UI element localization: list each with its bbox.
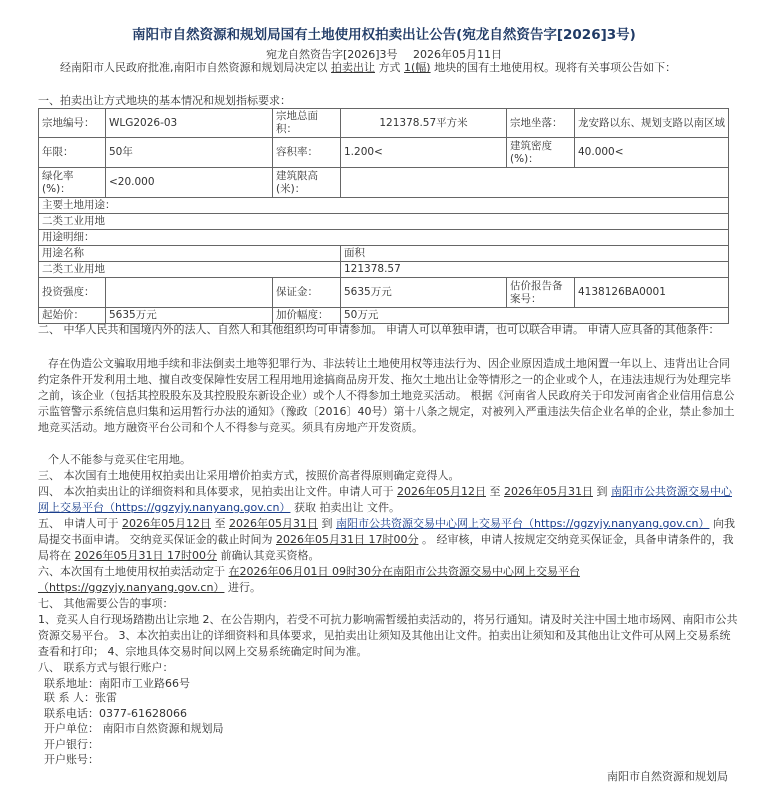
starting-price: 5635万元: [106, 308, 273, 324]
cell-label: 宗地总面积：: [273, 109, 341, 138]
section-4-text: 至: [489, 485, 501, 498]
section-7-heading: 七、 其他需要公告的事项：: [38, 597, 174, 610]
signature: 南阳市自然资源和规划局: [607, 770, 728, 783]
floor-area-ratio: 1.200<: [341, 138, 507, 168]
parcel-location: 龙安路以东、规划支路以南区域: [575, 109, 729, 138]
use-name: 二类工业用地: [39, 262, 341, 278]
section-1-heading: 一、拍卖出让方式地块的基本情况和规划指标要求：: [38, 94, 291, 107]
section-5-text: 至: [214, 517, 226, 530]
intro-text: 地块的国有土地使用权。现将有关事项公告如下：: [434, 61, 677, 74]
obtain-start-date: 2026年05月12日: [397, 485, 486, 498]
investment-intensity: [106, 278, 273, 308]
qualification-confirm-time: 2026年05月31日 17时00分: [74, 549, 217, 562]
contact-phone: 联系电话：0377-61628066: [44, 707, 187, 720]
section-4: [38, 484, 738, 516]
column-header: 面积: [341, 246, 729, 262]
deposit: 5635万元: [341, 278, 507, 308]
page-title: 南阳市自然资源和规划局国有土地使用权拍卖出让公告(宛龙自然资告字[2026]3号): [132, 27, 636, 43]
account-bank: 开户银行：: [44, 738, 99, 751]
section-5: [38, 516, 738, 564]
cell-label: 投资强度：: [39, 278, 106, 308]
section-4-text: 四、 本次拍卖出让的详细资料和具体要求，见拍卖出让文件。申请人可于: [38, 485, 394, 498]
section-3: 三、 本次国有土地使用权拍卖出让采用增价拍卖方式，按照价高者得原则确定竞得人。: [38, 469, 460, 482]
section-4-text: 到: [596, 485, 608, 498]
lease-years: 50年: [106, 138, 273, 168]
intro-text: 方式: [378, 61, 401, 74]
trading-platform-link[interactable]: 南阳市公共资源交易中心网上交易平台（https://ggzyjy.nanyang.gov.cn）: [38, 485, 732, 514]
section-5-text: 前确认其竞买资格。: [220, 549, 320, 562]
cell-label: 建筑限高(米)：: [273, 168, 341, 198]
cell-label: 绿化率(%)：: [39, 168, 106, 198]
cell-label: 主要土地用途：: [39, 198, 729, 214]
conditions-paragraph: 存在伪造公文骗取用地手续和非法倒卖土地等犯罪行为、非法转让土地使用权等违法行为、因企业原因造成土地闲置一年以上、违背出让合同约定条件开发利用土地、擅自改变保障性安居工程用地用途搞商品房开发、拖欠土地出让金等情形之一的企业或个人，在违法违规行为处理完毕之前，该企业（包括其控股股东及其控股股东新设企业）或个人不得参加土地竞买活动。 根据《河南省人民政府关于印发河南省企业信用信息公示监管警示系统信息归集和运用暂行办法的通知》（豫政〔2016〕40号）第十八条之规定，对被列入严重违法失信企业名单的企业，禁止参加土地竞买活动。地方融资平台公司和个人不得参与竞买。须具有房地产开发资质。: [38, 357, 735, 434]
section-6: [38, 564, 738, 596]
section-2: 二、 中华人民共和国境内外的法人、自然人和其他组织均可申请参加。 申请人可以单独申请，也可以联合申请。 申请人应具备的其他条件：: [38, 323, 720, 336]
section-6-text: 六、本次国有土地使用权拍卖活动定于: [38, 565, 225, 578]
trading-platform-link[interactable]: 南阳市公共资源交易中心网上交易平台（https://ggzyjy.nanyang.gov.cn）: [336, 517, 710, 530]
cell-label: 保证金：: [273, 278, 341, 308]
section-5-text: 。 经审核，申请人按规定交纳竞买保证金，具备申请条件的，我局将在: [38, 533, 734, 562]
individual-restriction: 个人不能参与竞买住宅用地。: [48, 453, 191, 466]
cell-label: 起始价：: [39, 308, 106, 324]
section-6-text: 进行。: [227, 581, 261, 594]
intro-paragraph: [38, 60, 738, 76]
account-unit: 开户单位： 南阳市自然资源和规划局: [44, 722, 224, 735]
column-header: 用途名称: [39, 246, 341, 262]
appraisal-number: 4138126BA0001: [575, 278, 729, 308]
cell-label: 加价幅度：: [273, 308, 341, 324]
cell-label: 用途明细：: [39, 230, 729, 246]
doc-number: 宛龙自然资告字[2026]3号: [265, 48, 398, 61]
height-limit: [341, 168, 729, 198]
sale-method: 拍卖出让: [331, 61, 375, 74]
contact-address: 联系地址：南阳市工业路66号: [44, 677, 190, 690]
section-5-text: 向我局提交书面申请。 交纳竞买保证金的截止时间为: [38, 517, 735, 546]
section-8-heading: 八、 联系方式与银行账户：: [38, 661, 174, 674]
apply-end-date: 2026年05月31日: [229, 517, 318, 530]
account-number: 开户账号：: [44, 753, 99, 766]
cell-label: 年限：: [39, 138, 106, 168]
cell-label: 宗地坐落：: [507, 109, 575, 138]
intro-text: 经南阳市人民政府批准,南阳市自然资源和规划局决定以: [60, 61, 328, 74]
section-4-text: 获取 拍卖出让 文件。: [293, 501, 400, 514]
obtain-end-date: 2026年05月31日: [504, 485, 593, 498]
auction-time-place: 在2026年06月01日 09时30分在南阳市公共资源交易中心网上交易平台（https://ggzyjy.nanyang.gov.cn）: [38, 565, 580, 594]
parcel-number: WLG2026-03: [106, 109, 273, 138]
apply-start-date: 2026年05月12日: [122, 517, 211, 530]
cell-label: 建筑密度(%)：: [507, 138, 575, 168]
parcel-table: [38, 108, 729, 324]
total-area: 121378.57平方米: [341, 109, 507, 138]
deposit-deadline: 2026年05月31日 17时00分: [276, 533, 419, 546]
section-5-text: 五、 申请人可于: [38, 517, 119, 530]
cell-label: 容积率：: [273, 138, 341, 168]
bid-increment: 50万元: [341, 308, 729, 324]
use-area: 121378.57: [341, 262, 729, 278]
section-5-text: 到: [321, 517, 333, 530]
doc-date: 2026年05月11日: [413, 48, 503, 61]
green-rate: <20.000: [106, 168, 273, 198]
contact-person: 联 系 人：张雷: [44, 691, 117, 704]
main-land-use: 二类工业用地: [39, 214, 729, 230]
cell-label: 宗地编号：: [39, 109, 106, 138]
cell-label: 估价报告备案号：: [507, 278, 575, 308]
parcel-count: 1(幅): [404, 61, 431, 74]
section-7-text: 1、竞买人自行现场踏勘出让宗地 2、在公告期内，若受不可抗力影响需暂缓拍卖活动的，将另行通知。请及时关注中国土地市场网、南阳市公共资源交易平台。 3、本次拍卖出让的详细资料和具体要求，见拍卖出让须知及其他出让文件。拍卖出让须知和及其他出让文件可从网上交易系统查看和打印； 4、宗地具体交易时间以网上交易系统确定时间为准。: [38, 613, 738, 658]
building-density: 40.000<: [575, 138, 729, 168]
